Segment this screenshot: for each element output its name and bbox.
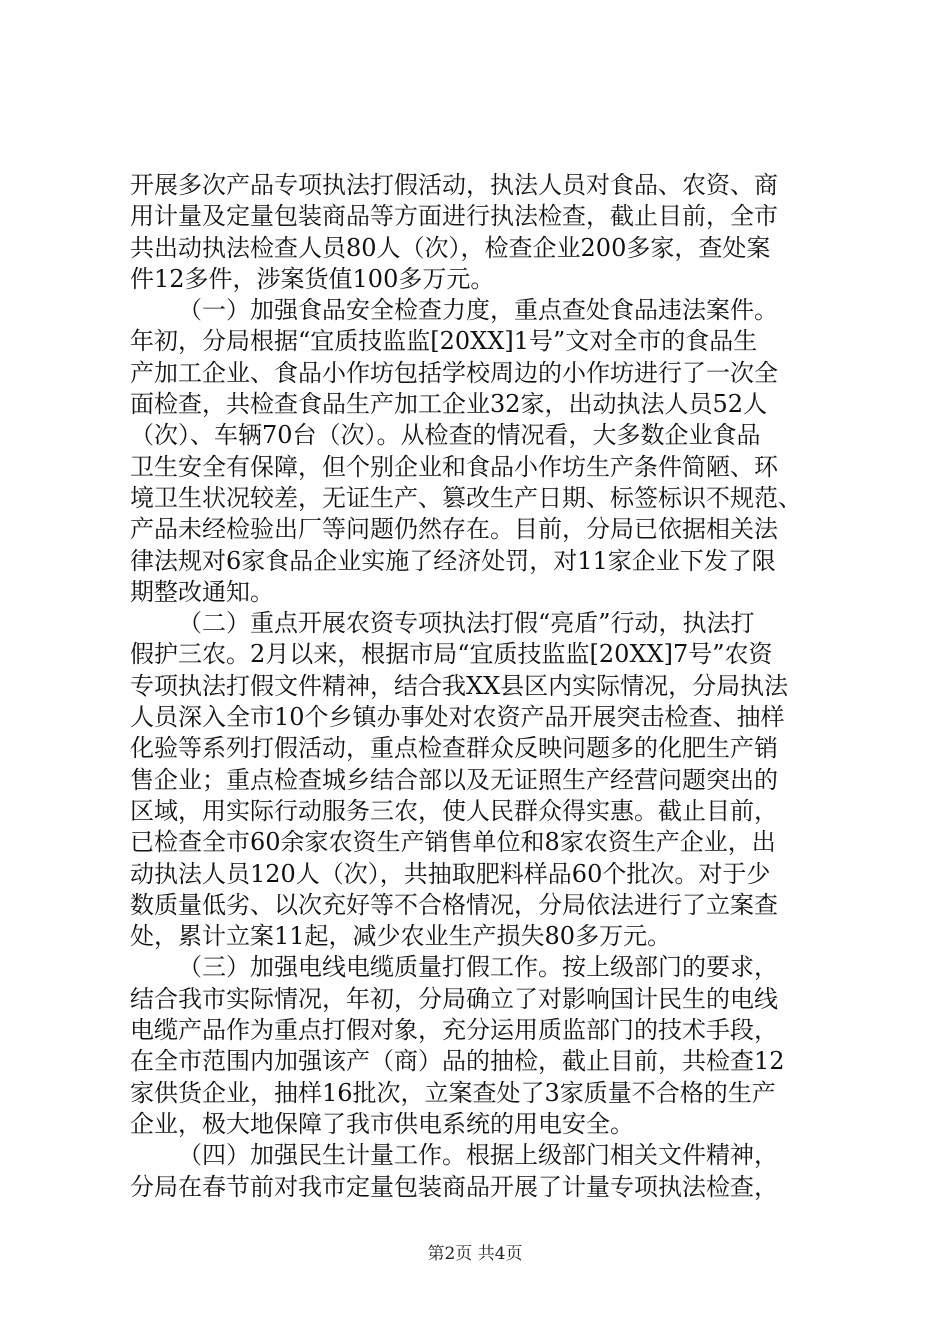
text-line: 已检查全市60余家农资生产销售单位和8家农资生产企业，出 — [130, 828, 776, 857]
text-line: 律法规对6家食品企业实施了经济处罚，对11家企业下发了限 — [130, 546, 776, 575]
text-line: 期整改通知。 — [130, 577, 274, 606]
text-line: （次）、车辆70台（次）。从检查的情况看，大多数企业食品 — [130, 421, 761, 450]
page-footer: 第2页 共4页 — [427, 1244, 523, 1264]
text-line: 动执法人员120人（次），共抽取肥料样品60个批次。对于少 — [130, 859, 771, 888]
text-line: 企业，极大地保障了我市供电系统的用电安全。 — [130, 1109, 634, 1138]
text-line: 共出动执法检查人员80人（次），检查企业200多家，查处案 — [130, 233, 771, 262]
text-line: 分局在春节前对我市定量包装商品开展了计量专项执法检查， — [130, 1172, 778, 1201]
text-line: 卫生安全有保障，但个别企业和食品小作坊生产条件简陋、环 — [130, 452, 778, 481]
text-line: 境卫生状况较差，无证生产、篡改生产日期、标签标识不规范、 — [130, 483, 802, 512]
text-line: 用计量及定量包装商品等方面进行执法检查，截止目前，全市 — [130, 202, 778, 231]
text-line: 数质量低劣、以次充好等不合格情况，分局依法进行了立案查 — [130, 890, 778, 919]
text-line: 处，累计立案11起，减少农业生产损失80多万元。 — [130, 922, 672, 951]
text-line: （二）重点开展农资专项执法打假“亮盾”行动，执法打 — [178, 609, 755, 638]
text-line: 产加工企业、食品小作坊包括学校周边的小作坊进行了一次全 — [130, 358, 778, 387]
text-line: 假护三农。2月以来，根据市局“宜质技监监[20XX]7号”农资 — [130, 640, 773, 669]
text-line: 年初，分局根据“宜质技监监[20XX]1号”文对全市的食品生 — [130, 327, 758, 356]
text-line: 区域，用实际行动服务三农，使人民群众得实惠。截止目前， — [130, 796, 778, 825]
text-line: 人员深入全市10个乡镇办事处对农资产品开展突击检查、抽样 — [130, 703, 785, 732]
text-line: 售企业；重点检查城乡结合部以及无证照生产经营问题突出的 — [130, 765, 778, 794]
text-line: 电缆产品作为重点打假对象，充分运用质监部门的技术手段， — [130, 1016, 778, 1045]
text-line: 件12多件，涉案货值100多万元。 — [130, 264, 495, 293]
text-line: 面检查，共检查食品生产加工企业32家，出动执法人员52人 — [130, 390, 768, 419]
text-line: 在全市范围内加强该产（商）品的抽检，截止目前，共检查12 — [130, 1047, 785, 1076]
text-line: （一）加强食品安全检查力度，重点查处食品违法案件。 — [178, 296, 778, 325]
text-line: 专项执法打假文件精神，结合我XX县区内实际情况，分局执法 — [130, 671, 789, 700]
text-line: 化验等系列打假活动，重点检查群众反映问题多的化肥生产销 — [130, 734, 778, 763]
text-line: 开展多次产品专项执法打假活动，执法人员对食品、农资、商 — [130, 171, 778, 199]
body-text — [130, 170, 850, 1203]
text-line: 家供货企业，抽样16批次，立案查处了3家质量不合格的生产 — [130, 1078, 776, 1107]
text-line: （三）加强电线电缆质量打假工作。按上级部门的要求， — [178, 953, 778, 982]
text-line: （四）加强民生计量工作。根据上级部门相关文件精神， — [178, 1141, 778, 1170]
text-line: 产品未经检验出厂等问题仍然存在。目前，分局已依据相关法 — [130, 515, 778, 544]
text-line: 结合我市实际情况，年初，分局确立了对影响国计民生的电线 — [130, 984, 778, 1013]
